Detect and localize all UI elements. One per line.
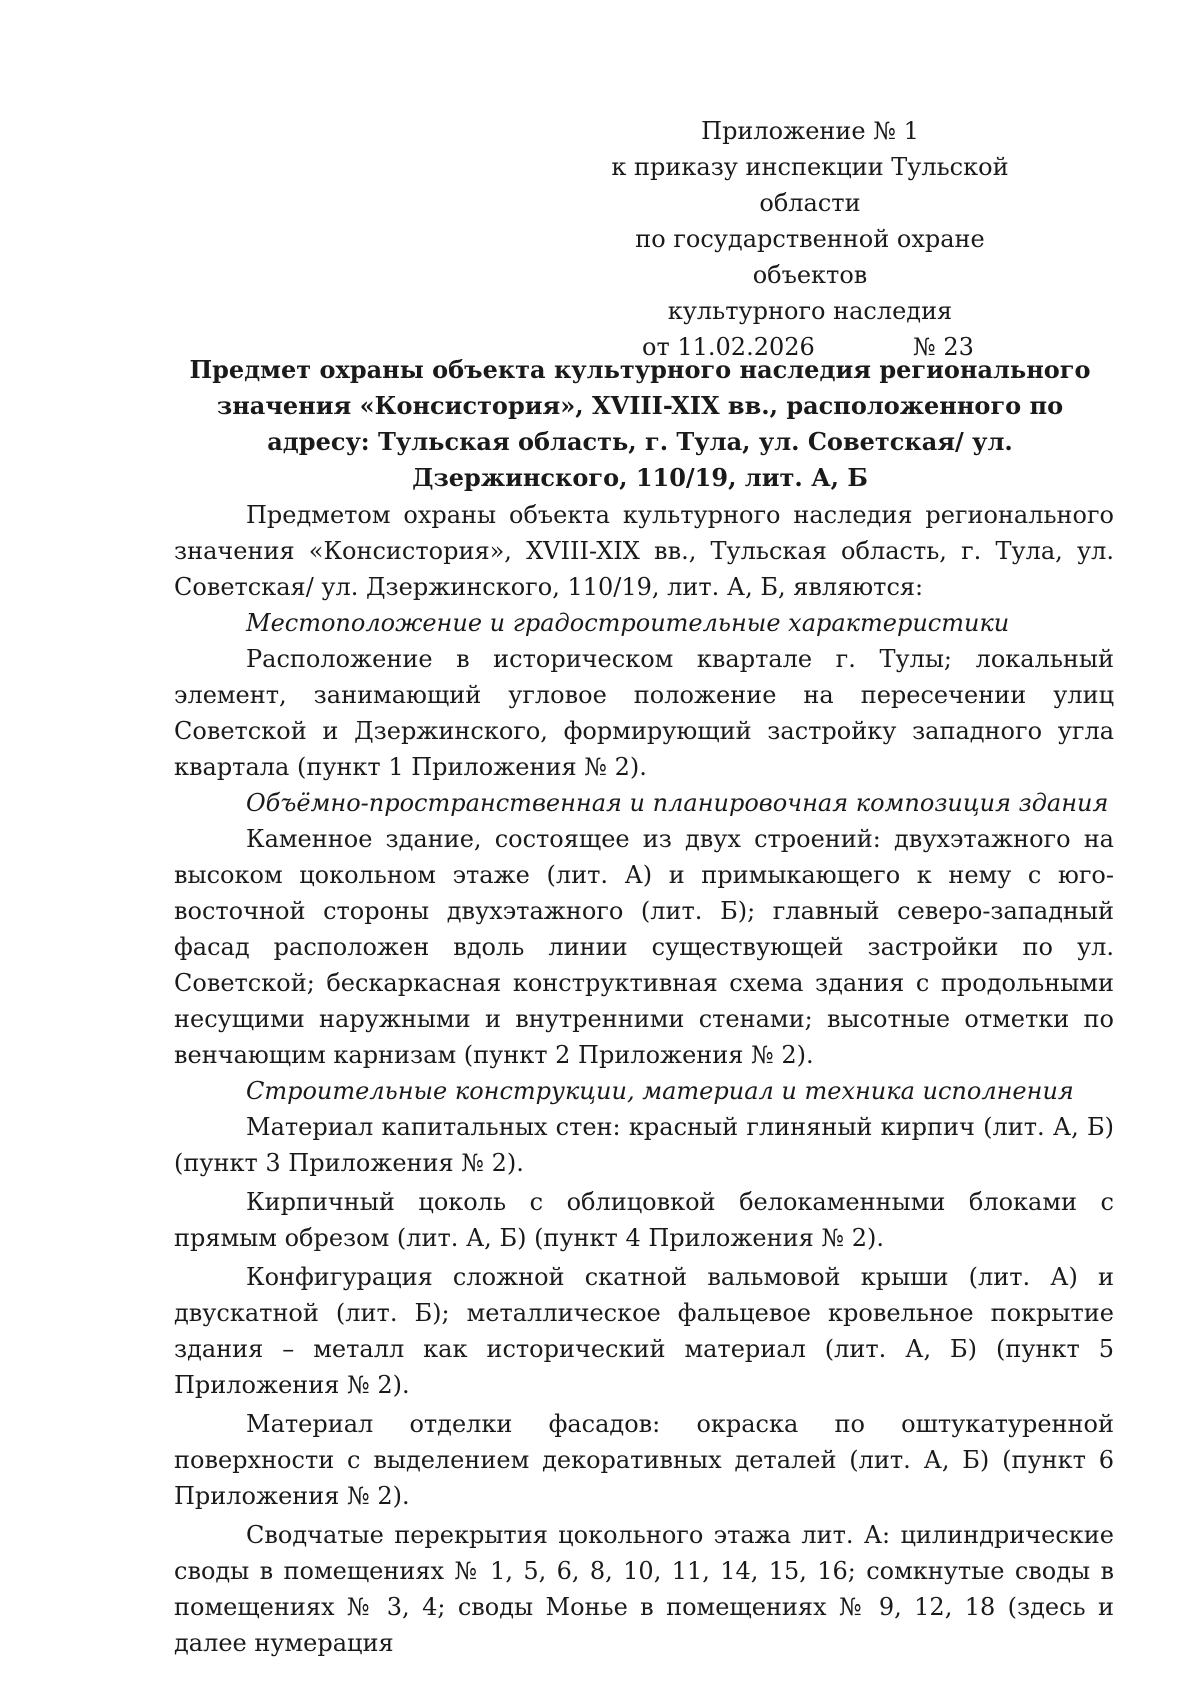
appendix-authority: по государственной охране объектов xyxy=(635,225,985,289)
order-date: от 11.02.2026 xyxy=(642,333,815,361)
section-heading-construction: Строительные конструкции, материал и техника исполнения xyxy=(246,1077,1074,1105)
appendix-authority-cont: культурного наследия xyxy=(667,297,953,325)
section-heading-composition: Объёмно-пространственная и планировочная композиция здания xyxy=(246,789,1109,817)
construction-roof: Конфигурация сложной скатной вальмовой крыши (лит. А) и двускатной (лит. Б); металлическое фальцевое кровельное покрытие здания – металл как исторический материал (лит. А, Б) (пункт 5 Приложения № 2). xyxy=(174,1263,1114,1399)
section-location-text: Расположение в историческом квартале г. Тулы; локальный элемент, занимающий угловое положение на пересечении улиц Советской и Дзержинского, формирующий застройку западного угла квартала (пункт 1 Приложения № 2). xyxy=(174,645,1114,781)
order-number: № 23 xyxy=(913,333,974,361)
section-composition-text: Каменное здание, состоящее из двух строений: двухэтажного на высоком цокольном этаже (лит. А) и примыкающего к нему с юго-восточной стороны двухэтажного (лит. Б); главный северо-западный фасад расположен вдоль линии существующей застройки по ул. Советской; бескаркасная конструктивная схема здания с продольными несущими наружными и внутренними стенами; высотные отметки по венчающим карнизам (пункт 2 Приложения № 2). xyxy=(174,825,1114,1069)
construction-plinth: Кирпичный цоколь с облицовкой белокаменными блоками с прямым обрезом (лит. А, Б) (пункт 4 Приложения № 2). xyxy=(174,1188,1114,1252)
appendix-header xyxy=(600,113,1020,365)
document-body xyxy=(174,497,1114,1661)
construction-walls: Материал капитальных стен: красный глиняный кирпич (лит. А, Б) (пункт 3 Приложения № 2). xyxy=(174,1113,1114,1177)
intro-paragraph: Предметом охраны объекта культурного наследия регионального значения «Консистория», XVIII-XIX вв., Тульская область, г. Тула, ул. Советская/ ул. Дзержинского, 110/19, лит. А, Б, являются: xyxy=(174,501,1114,601)
appendix-number: Приложение № 1 xyxy=(701,117,919,145)
document-title: Предмет охраны объекта культурного наследия регионального значения «Консистория», XVIII-XIX вв., расположенного по адресу: Тульская область, г. Тула, ул. Советская/ ул. Дзержинского, 110/19, лит. А, Б xyxy=(189,355,1091,492)
section-heading-location: Местоположение и градостроительные характеристики xyxy=(246,609,1010,637)
appendix-order-ref: к приказу инспекции Тульской области xyxy=(611,153,1009,217)
construction-facade-finish: Материал отделки фасадов: окраска по оштукатуренной поверхности с выделением декоративных деталей (лит. А, Б) (пункт 6 Приложения № 2). xyxy=(174,1410,1114,1510)
construction-vaults: Сводчатые перекрытия цокольного этажа лит. А: цилиндрические своды в помещениях № 1, 5, 6, 8, 10, 11, 14, 15, 16; сомкнутые своды в помещениях № 3, 4; своды Монье в помещениях № 9, 12, 18 (здесь и далее нумерация xyxy=(174,1521,1114,1657)
